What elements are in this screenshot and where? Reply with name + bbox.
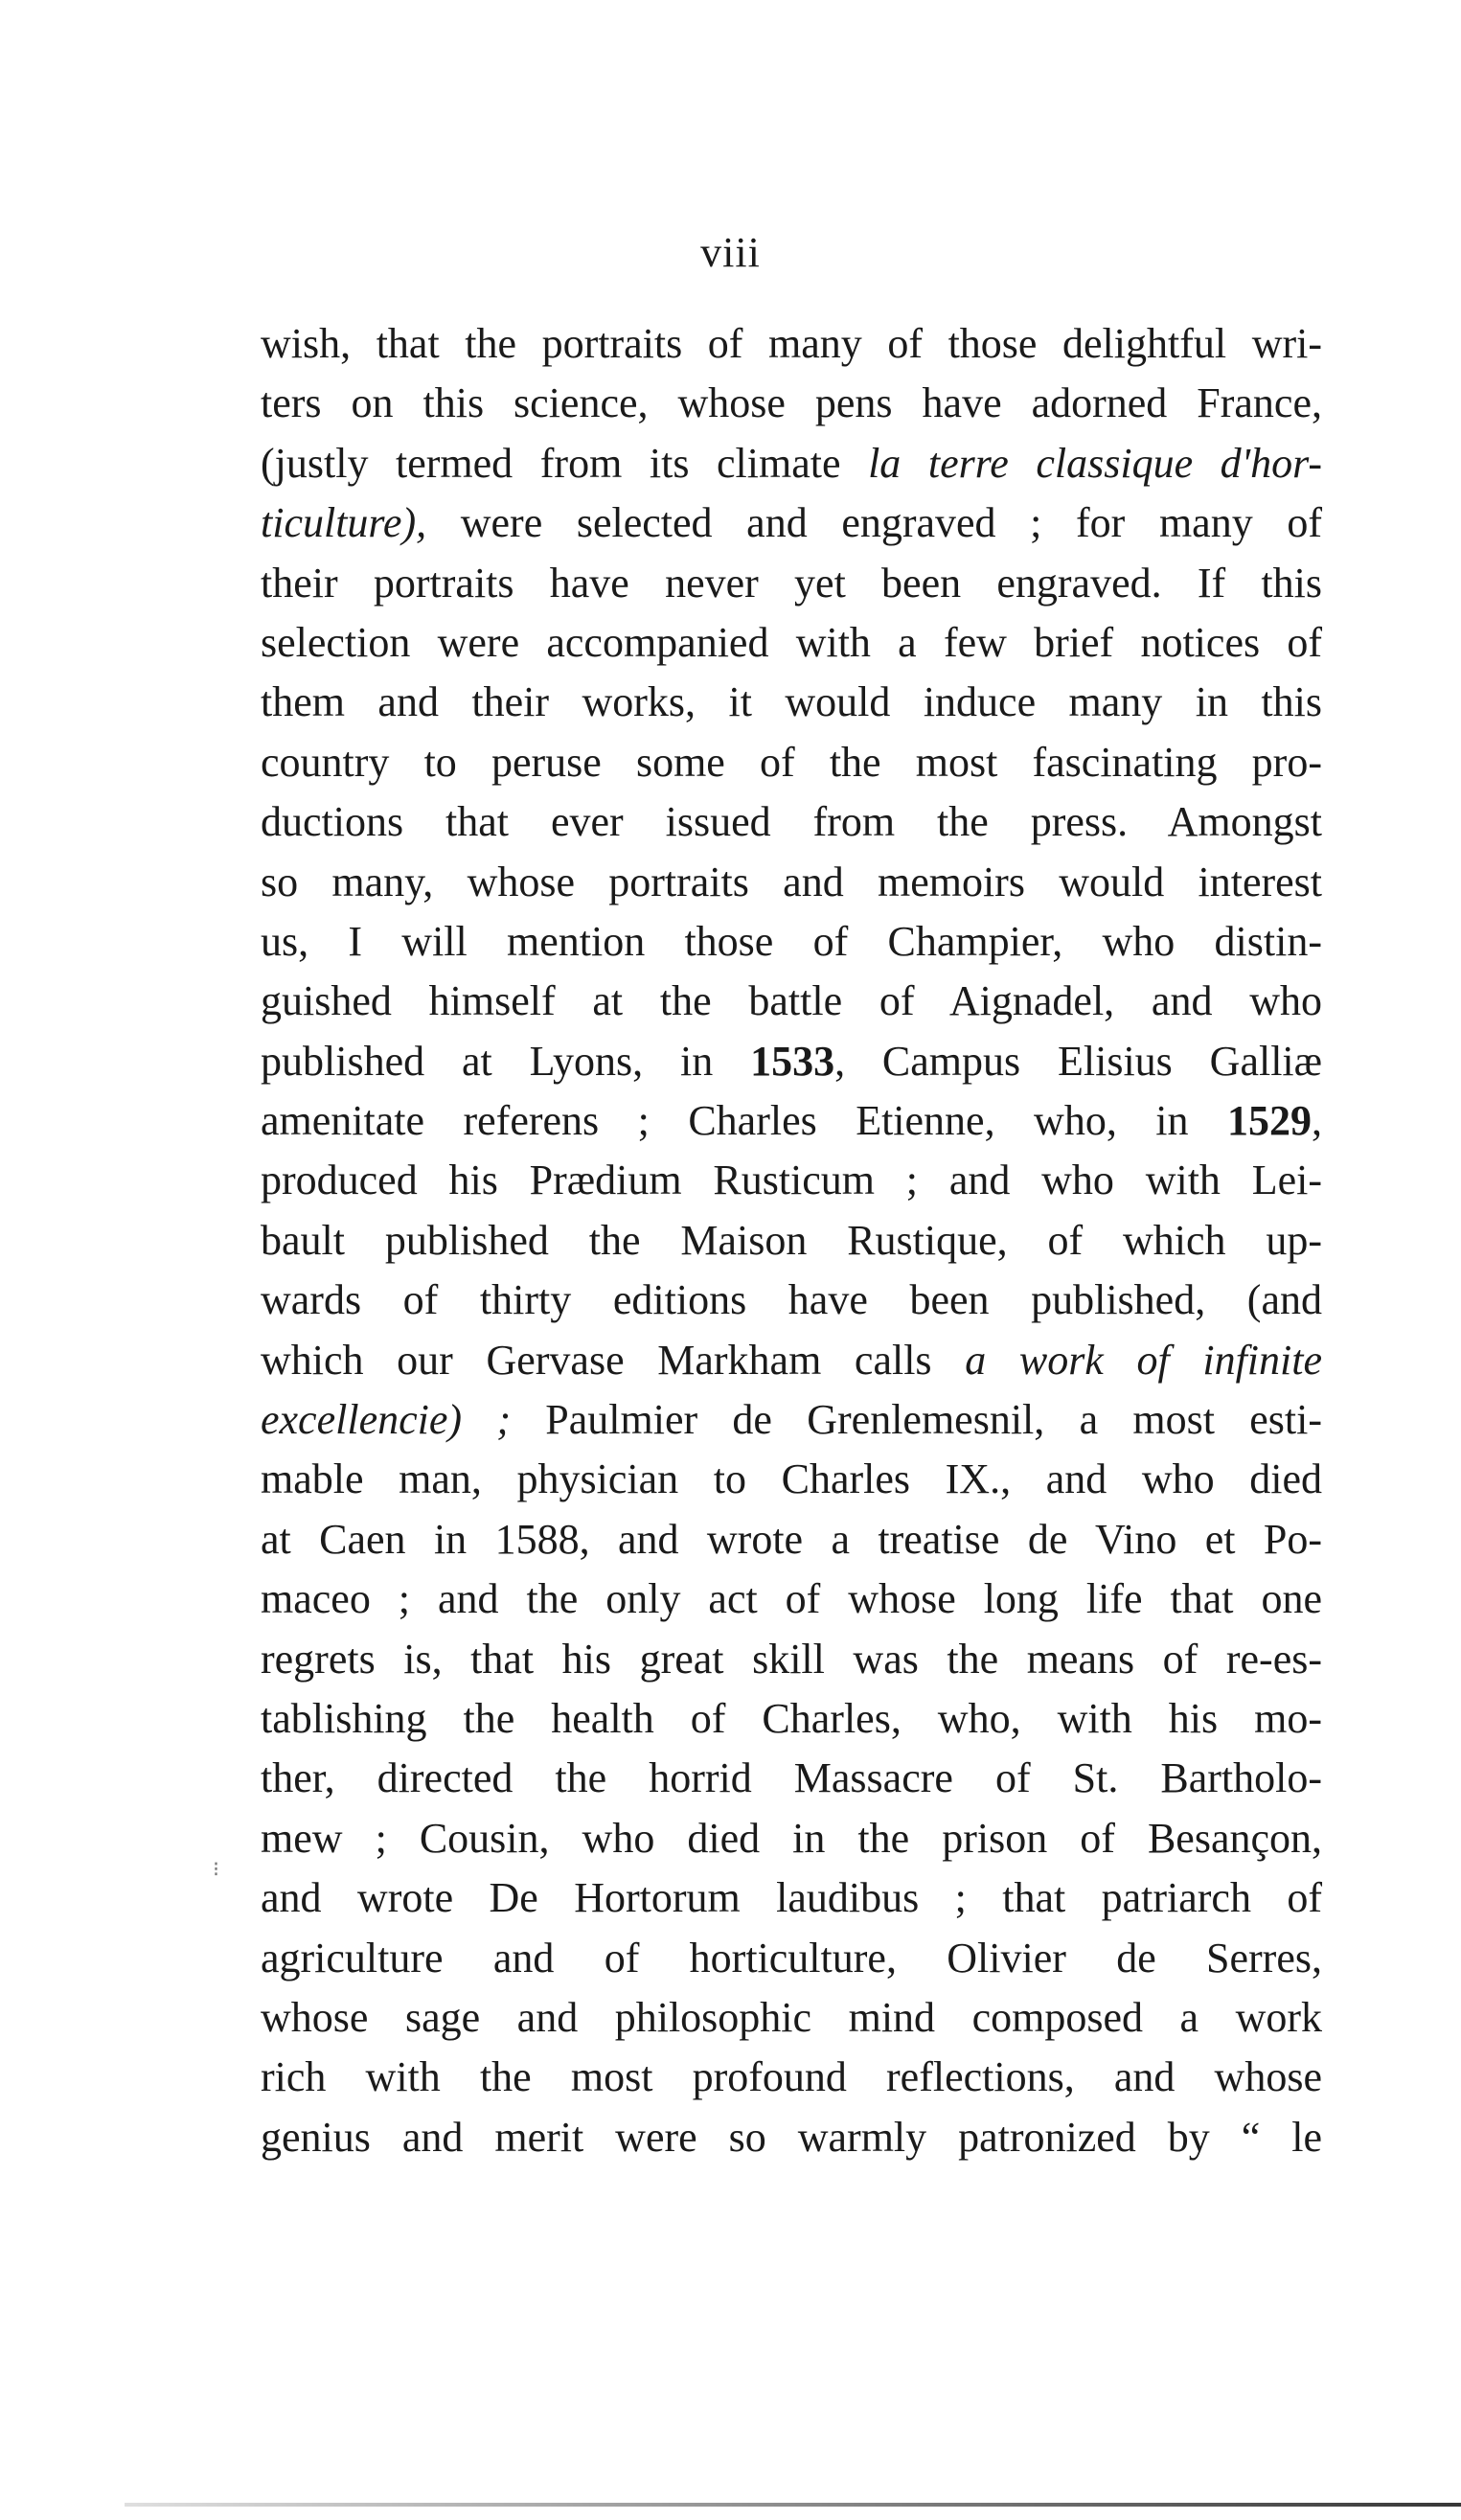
text-line: them and their works, it would induce many in this <box>261 678 1322 726</box>
text-line: mew ; Cousin, who died in the prison of Besançon, <box>261 1814 1322 1862</box>
page-edge-line <box>125 2503 1461 2507</box>
text-line: mable man, physician to Charles IX., and who died <box>261 1455 1322 1503</box>
text-line: wards of thirty editions have been published, (and <box>261 1276 1322 1324</box>
text-line: country to peruse some of the most fascinating pro- <box>261 738 1322 786</box>
text-line: ductions that ever issued from the press. Amongst <box>261 798 1322 846</box>
text-line: genius and merit were so warmly patronized by “ le <box>261 2113 1322 2161</box>
text-line: which our Gervase Markham calls a work of infinite <box>261 1336 1322 1384</box>
text-line: regrets is, that his great skill was the means of re-es- <box>261 1635 1322 1683</box>
text-line: tablishing the health of Charles, who, with his mo- <box>261 1694 1322 1742</box>
text-line: produced his Prædium Rusticum ; and who with Lei- <box>261 1157 1322 1204</box>
text-line: published at Lyons, in 1533, Campus Elisius Galliæ <box>261 1037 1322 1085</box>
text-line: maceo ; and the only act of whose long life that one <box>261 1575 1322 1623</box>
text-line: rich with the most profound reflections, and whose <box>261 2053 1322 2101</box>
text-line: and wrote De Hortorum laudibus ; that patriarch of <box>261 1874 1322 1922</box>
text-line: so many, whose portraits and memoirs would interest <box>261 858 1322 905</box>
page-number: viii <box>700 229 761 276</box>
text-line: us, I will mention those of Champier, who distin- <box>261 917 1322 965</box>
margin-mark: ⁝ <box>213 1857 219 1881</box>
text-line: ters on this science, whose pens have adorned France, <box>261 379 1322 427</box>
text-line: amenitate referens ; Charles Etienne, who, in 1529, <box>261 1097 1322 1145</box>
text-line: agriculture and of horticulture, Olivier de Serres, <box>261 1934 1322 1982</box>
text-line: selection were accompanied with a few brief notices of <box>261 618 1322 666</box>
text-line: guished himself at the battle of Aignadel, and who <box>261 977 1322 1025</box>
text-line: whose sage and philosophic mind composed a work <box>261 1993 1322 2041</box>
body-text <box>261 314 1322 2167</box>
text-line: (justly termed from its climate la terre classique d'hor- <box>261 439 1322 487</box>
text-line: at Caen in 1588, and wrote a treatise de Vino et Po- <box>261 1515 1322 1563</box>
text-line: wish, that the portraits of many of those delightful wri- <box>261 320 1322 367</box>
text-line: excellencie) ; Paulmier de Grenlemesnil, a most esti- <box>261 1396 1323 1444</box>
text-line: bault published the Maison Rustique, of which up- <box>261 1216 1322 1264</box>
text-line: ticulture), were selected and engraved ; for many of <box>261 499 1322 547</box>
text-line: ther, directed the horrid Massacre of St. Bartholo- <box>261 1754 1322 1802</box>
text-line: their portraits have never yet been engraved. If this <box>261 559 1322 607</box>
